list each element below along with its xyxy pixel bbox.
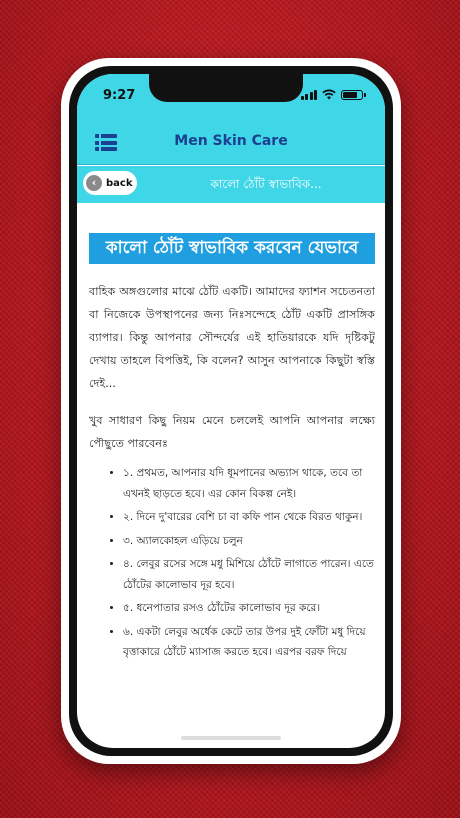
list-item: • ৫. ধনেপাতার রসও ঠোঁটের কালোভাব দূর করে। xyxy=(123,598,375,619)
back-arrow-icon: ‹ xyxy=(86,175,102,191)
home-indicator xyxy=(181,736,281,740)
list-item: • ৪. লেবুর রসের সঙ্গে মধু মিশিয়ে ঠোঁটে লাগাতে পারেন। এতে ঠোঁটের কালোভাব দূর হবে। xyxy=(123,554,375,595)
wifi-icon xyxy=(322,89,336,100)
signal-icon xyxy=(301,90,318,100)
phone-frame xyxy=(61,58,401,764)
phone-bezel xyxy=(69,66,393,756)
list-item: • ৬. একটা লেবুর অর্ধেক কেটে তার উপর দুই ফোঁটা মধু দিয়ে বৃত্তাকারে ঠোঁটে ম্যাসাজ করতে হবে। এরপর বরফ দিয়ে xyxy=(123,622,375,663)
back-label: back xyxy=(106,177,133,189)
back-button[interactable] xyxy=(83,171,137,195)
list-item: • ১. প্রথমত, আপনার যদি ধূমপানের অভ্যাস থাকে, তবে তা এখনই ছাড়তে হবে। এর কোন বিকল্প নেই। xyxy=(123,463,375,504)
app-title: Men Skin Care xyxy=(174,133,288,149)
article-title-short: কালো ঠোঁট স্বাভাবিক... xyxy=(210,177,322,191)
article-heading: কালো ঠোঁট স্বাভাবিক করবেন যেভাবে xyxy=(89,233,375,264)
status-time: 9:27 xyxy=(103,88,136,103)
article-toolbar xyxy=(77,166,385,203)
article-content[interactable] xyxy=(77,203,385,689)
status-icons xyxy=(301,89,364,100)
app-bar xyxy=(77,120,385,165)
list-item: • ৩. অ্যালকোহল এড়িয়ে চলুন xyxy=(123,531,375,552)
battery-icon xyxy=(341,90,363,100)
tips-list xyxy=(77,463,375,663)
list-item: • ২. দিনে দু'বারের বেশি চা বা কফি পান থেকে বিরত থাকুন। xyxy=(123,507,375,528)
notch xyxy=(149,74,303,102)
article-lead: খুব সাধারণ কিছু নিয়ম মেনে চললেই আপনি আপনার লক্ষ্যে পৌছুতে পারবেনঃ xyxy=(89,414,375,450)
article-intro: বাহিক অঙ্গগুলোর মাঝে ঠোঁট একটি। আমাদের ফ্যাশন সচেতনতা বা নিজেকে উপস্থাপনের জন্য নিঃসন্দেহে ঠোঁট একটি প্রাসঙ্গিক ব্যাপার। কিন্তু আপনার সৌন্দর্যের এই হাতিয়ারকে যদি দৃষ্টিকটু দেখায় তাহলে বিপত্তিই, কি বলেন? আসুন আপনাকে কিছুটা স্বস্তি দেই... xyxy=(89,285,375,390)
phone-screen xyxy=(77,74,385,748)
status-bar xyxy=(77,74,385,120)
